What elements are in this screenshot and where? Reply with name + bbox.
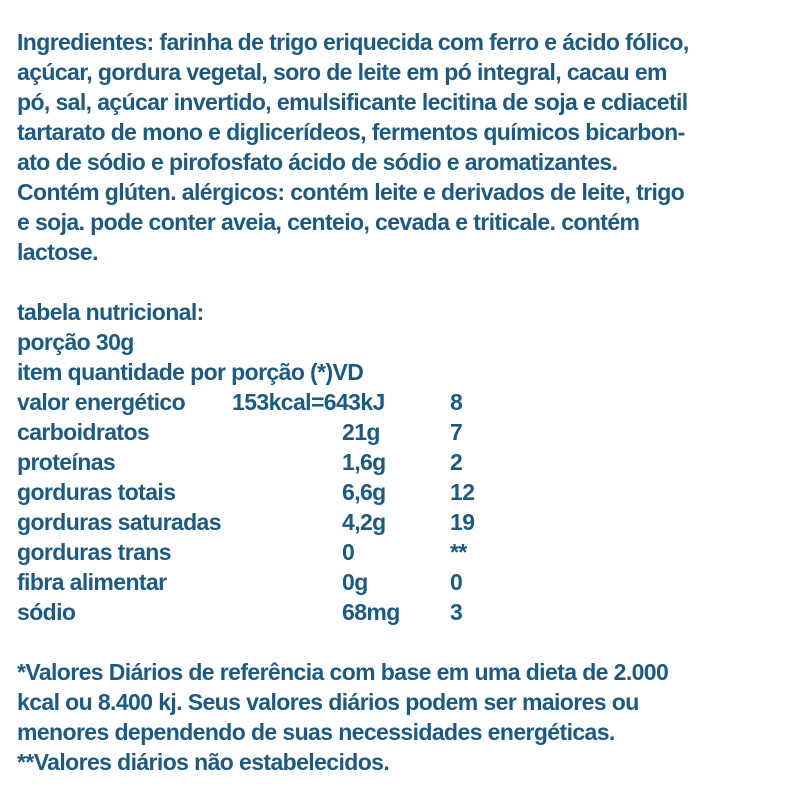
footnote-line: *Valores Diários de referência com base em uma dieta de 2.000 bbox=[17, 659, 669, 685]
nutrient-quantity: 0 bbox=[342, 539, 355, 565]
nutrient-quantity: 0g bbox=[342, 569, 368, 595]
nutrient-vd: 0 bbox=[450, 569, 463, 595]
nutrient-vd: 8 bbox=[450, 389, 463, 415]
nutrient-quantity: 68mg bbox=[342, 599, 400, 625]
nutrition-header: item quantidade por porção (*)VD bbox=[17, 359, 364, 385]
ingredients-line: Ingredientes: farinha de trigo eriquecida com ferro e ácido fólico, bbox=[17, 29, 689, 55]
nutrient-vd: 2 bbox=[450, 449, 463, 475]
nutrient-name: gorduras totais bbox=[17, 479, 176, 505]
ingredients-line: pó, sal, açúcar invertido, emulsificante lecitina de soja e cdiacetil bbox=[17, 89, 688, 115]
nutrient-name: fibra alimentar bbox=[17, 569, 167, 595]
ingredients-line: tartarato de mono e diglicerídeos, fermentos químicos bicarbon- bbox=[17, 119, 685, 145]
nutrient-name: carboidratos bbox=[17, 419, 150, 445]
nutrient-vd: 12 bbox=[450, 479, 475, 505]
nutrient-vd: ** bbox=[450, 539, 467, 565]
footnote-line: **Valores diários não estabelecidos. bbox=[17, 749, 390, 775]
nutrient-vd: 3 bbox=[450, 599, 463, 625]
ingredients-line: e soja. pode conter aveia, centeio, cevada e triticale. contém bbox=[17, 209, 640, 235]
footnote-line: kcal ou 8.400 kj. Seus valores diários podem ser maiores ou bbox=[17, 689, 639, 715]
ingredients-line: açúcar, gordura vegetal, soro de leite em pó integral, cacau em bbox=[17, 59, 667, 85]
nutrient-name: gorduras saturadas bbox=[17, 509, 221, 535]
nutrient-name: sódio bbox=[17, 599, 76, 625]
nutrient-quantity: 4,2g bbox=[342, 509, 386, 535]
nutrient-name: proteínas bbox=[17, 449, 116, 475]
nutrition-portion: porção 30g bbox=[17, 329, 134, 355]
nutrient-quantity: 6,6g bbox=[342, 479, 386, 505]
nutrient-vd: 19 bbox=[450, 509, 475, 535]
ingredients-line: ato de sódio e pirofosfato ácido de sódio e aromatizantes. bbox=[17, 149, 618, 175]
nutrient-vd: 7 bbox=[450, 419, 463, 445]
nutrient-quantity: 153kcal=643kJ bbox=[232, 389, 385, 415]
nutrient-name: valor energético bbox=[17, 389, 186, 415]
ingredients-line: lactose. bbox=[17, 239, 98, 265]
nutrient-quantity: 21g bbox=[342, 419, 380, 445]
footnote-line: menores dependendo de suas necessidades energéticas. bbox=[17, 719, 615, 745]
nutrition-title: tabela nutricional: bbox=[17, 299, 204, 325]
nutrient-name: gorduras trans bbox=[17, 539, 171, 565]
nutrient-quantity: 1,6g bbox=[342, 449, 386, 475]
ingredients-line: Contém glúten. alérgicos: contém leite e derivados de leite, trigo bbox=[17, 179, 685, 205]
